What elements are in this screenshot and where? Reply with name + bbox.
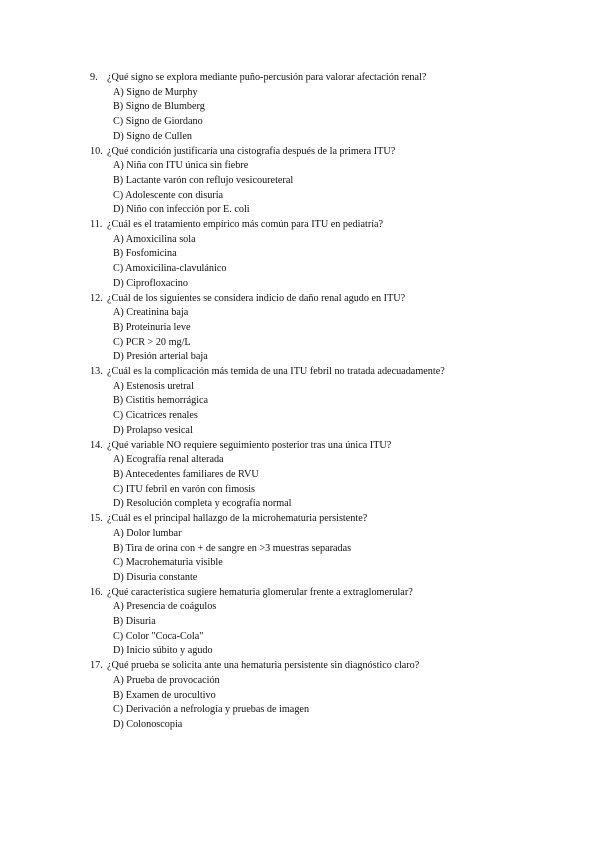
answer-option: A) Signo de Murphy (113, 86, 198, 98)
question-item (90, 586, 590, 660)
question-line (90, 292, 590, 307)
question-item (90, 659, 590, 733)
answer-option: D) Resolución completa y ecografía normal (113, 498, 292, 510)
question-item (90, 218, 590, 292)
answer-option: C) PCR > 20 mg/L (113, 336, 191, 348)
answer-option: B) Lactante varón con reflujo vesicoureteral (113, 174, 294, 186)
question-number: 10. (90, 145, 103, 157)
answer-option: C) Adolescente con disuria (113, 189, 224, 201)
answer-option: C) Macrohematuria visible (113, 557, 223, 569)
answer-option: A) Prueba de provocación (113, 674, 220, 686)
answer-option: C) ITU febril en varón con fimosis (113, 483, 256, 495)
answer-option: C) Derivación a nefrología y pruebas de imagen (113, 704, 310, 716)
answer-option: D) Niño con infección por E. coli (113, 204, 250, 216)
answer-option: A) Estenosis uretral (113, 380, 194, 392)
question-text: ¿Cuál es el tratamiento empírico más común para ITU en pediatría? (107, 219, 384, 231)
answer-option: B) Fosfomicina (113, 248, 177, 260)
answer-option: C) Signo de Giordano (113, 116, 203, 128)
answer-option: C) Amoxicilina-clavulánico (113, 263, 227, 275)
question-text: ¿Cuál es la complicación más temida de una ITU febril no tratada adecuadamente? (107, 366, 445, 378)
question-text: ¿Qué condición justificaría una cistografía después de la primera ITU? (107, 145, 396, 157)
question-text: ¿Qué signo se explora mediante puño-percusión para valorar afectación renal? (107, 72, 427, 83)
answer-option: B) Disuria (113, 616, 156, 628)
question-item (90, 71, 590, 145)
question-line (90, 365, 590, 380)
answer-option: D) Presión arterial baja (113, 351, 208, 363)
question-line (90, 659, 590, 674)
answer-option: D) Signo de Cullen (113, 130, 192, 142)
question-number: 16. (90, 586, 103, 598)
question-text: ¿Qué variable NO requiere seguimiento posterior tras una única ITU? (107, 439, 392, 451)
question-text: ¿Qué característica sugiere hematuria glomerular frente a extraglomerular? (107, 586, 413, 598)
question-line (90, 71, 590, 86)
answer-option: C) Cicatrices renales (113, 410, 198, 422)
question-line (90, 586, 590, 601)
question-list (90, 71, 590, 733)
question-text: ¿Cuál de los siguientes se considera indicio de daño renal agudo en ITU? (107, 292, 406, 304)
question-number: 17. (90, 660, 103, 672)
answer-option: C) Color "Coca-Cola" (113, 630, 204, 642)
answer-option: A) Ecografía renal alterada (113, 454, 224, 466)
answer-option: A) Presencia de coágulos (113, 601, 217, 613)
question-item (90, 145, 590, 219)
question-text: ¿Qué prueba se solicita ante una hematuria persistente sin diagnóstico claro? (107, 660, 420, 672)
question-line (90, 512, 590, 527)
answer-option: D) Disuria constante (113, 571, 198, 583)
question-number: 13. (90, 366, 103, 378)
question-line (90, 145, 590, 160)
question-item (90, 439, 590, 513)
answer-option: B) Examen de urocultivo (113, 689, 216, 701)
answer-option: D) Inicio súbito y agudo (113, 645, 213, 657)
question-line (90, 218, 590, 233)
question-item (90, 292, 590, 366)
answer-option: D) Prolapso vesical (113, 424, 193, 436)
answer-option: A) Amoxicilina sola (113, 233, 196, 245)
answer-option: B) Signo de Blumberg (113, 101, 205, 113)
question-number: 14. (90, 439, 103, 451)
answer-option: A) Dolor lumbar (113, 527, 182, 539)
question-item (90, 365, 590, 439)
answer-option: D) Colonoscopia (113, 718, 183, 730)
question-text: ¿Cuál es el principal hallazgo de la microhematuria persistente? (107, 513, 368, 525)
question-number: 12. (90, 292, 103, 304)
question-item (90, 512, 590, 586)
answer-option: A) Niña con ITU única sin fiebre (113, 160, 249, 172)
answer-option: B) Tira de orina con + de sangre en >3 muestras separadas (113, 542, 352, 554)
answer-option: A) Creatinina baja (113, 307, 189, 319)
question-number: 15. (90, 513, 103, 525)
answer-option: B) Cistitis hemorrágica (113, 395, 209, 407)
question-number: 11. (90, 219, 103, 231)
question-line (90, 439, 590, 454)
answer-option: B) Proteinuria leve (113, 321, 191, 333)
answer-option: D) Ciprofloxacino (113, 277, 188, 289)
question-number: 9. (90, 72, 98, 83)
answer-option: B) Antecedentes familiares de RVU (113, 468, 259, 480)
